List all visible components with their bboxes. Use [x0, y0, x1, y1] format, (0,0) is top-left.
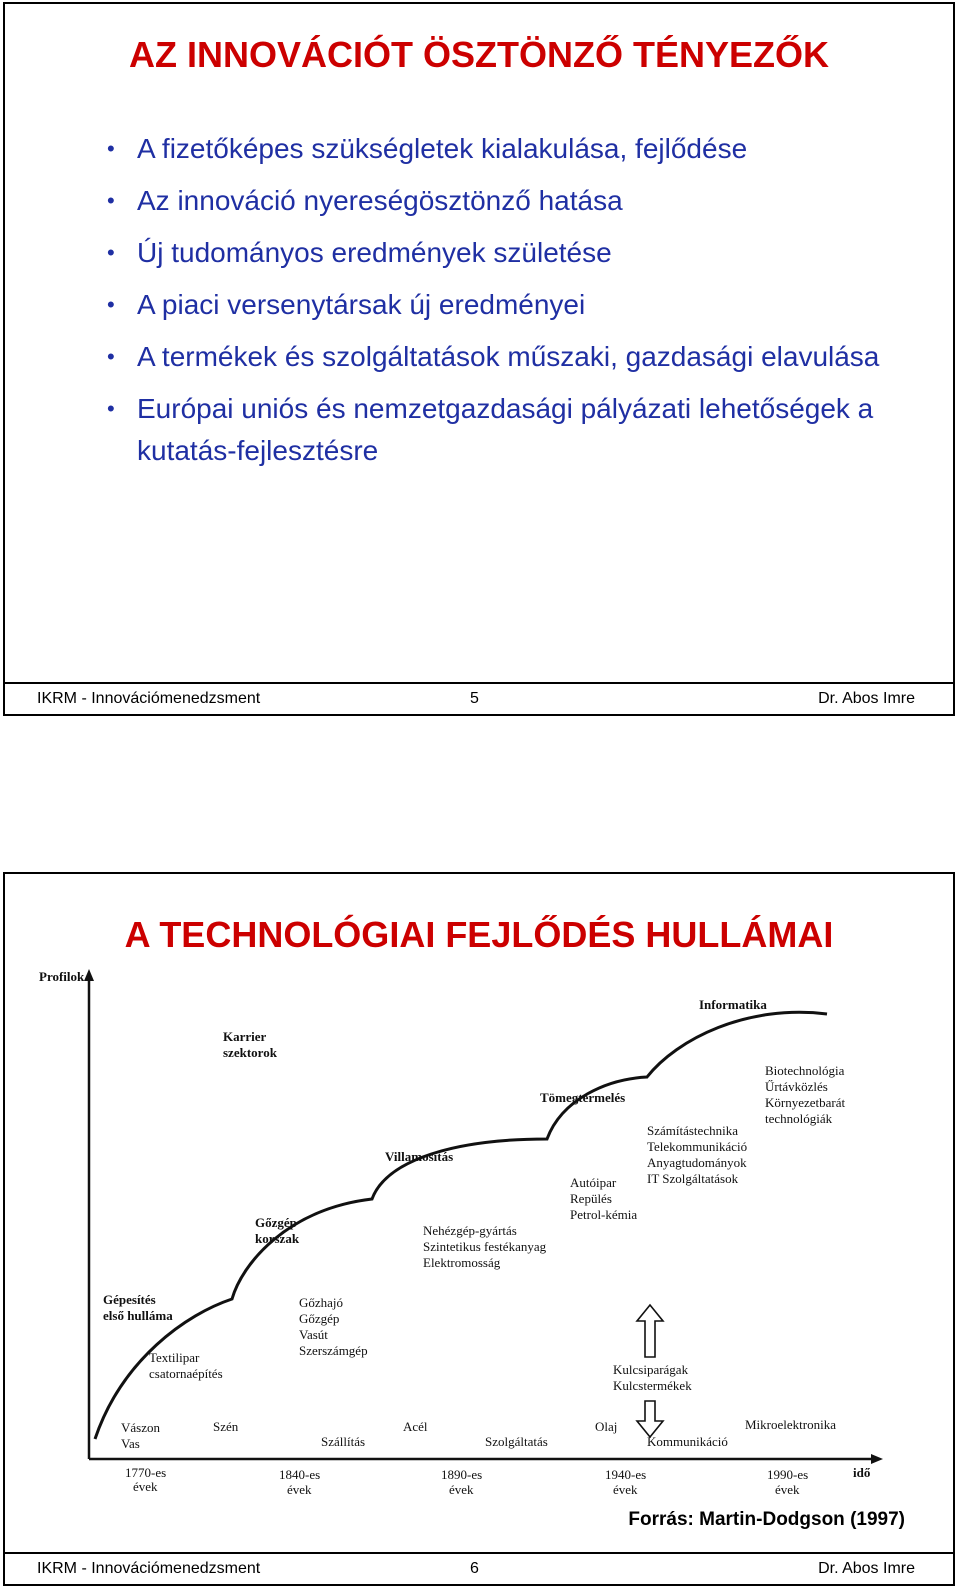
time-label-1990-l2: évek	[775, 1482, 800, 1497]
source-citation: Forrás: Martin-Dodgson (1997)	[628, 1509, 905, 1530]
time-label-1770-l2: évek	[133, 1479, 158, 1494]
wave-tomegtermeles: Tömegtermelés	[540, 1090, 626, 1105]
footer-author: Dr. Abos Imre	[818, 690, 915, 707]
group-szamitas-l4: IT Szolgáltatások	[647, 1171, 739, 1186]
bullet-text: Európai uniós és nemzetgazdasági pályázati lehetőségek a kutatás-fejlesztésre	[137, 393, 874, 466]
bullet-text: A piaci versenytársak új eredményei	[137, 289, 586, 320]
bullet-text: A termékek és szolgáltatások műszaki, gazdasági elavulása	[137, 341, 880, 372]
group-nehezgep-l2: Szintetikus festékanyag	[423, 1239, 547, 1254]
group-gozhajo-l3: Vasút	[299, 1327, 328, 1342]
slide-title: AZ INNOVÁCIÓT ÖSZTÖNZŐ TÉNYEZŐK	[129, 34, 829, 75]
group-biotech-l1: Biotechnológia	[765, 1063, 845, 1078]
bullet-dot: •	[107, 292, 115, 317]
time-label-1890-l1: 1890-es	[441, 1467, 483, 1482]
time-label-1940-l1: 1940-es	[605, 1467, 647, 1482]
label-szolgaltatas: Szolgáltatás	[485, 1434, 548, 1449]
bullet-dot: •	[107, 344, 115, 369]
technology-waves-diagram	[27, 969, 907, 1514]
bullet-item	[107, 388, 887, 472]
label-kommunikacio: Kommunikáció	[647, 1434, 728, 1449]
group-gozhajo-l4: Szerszámgép	[299, 1343, 368, 1358]
wave-gozgep-l1: Gőzgép	[255, 1215, 297, 1230]
time-label-1840-l1: 1840-es	[279, 1467, 321, 1482]
bullet-item	[107, 128, 887, 170]
slide-innovation-drivers	[3, 2, 955, 716]
bullet-text: Új tudományos eredmények születése	[137, 237, 612, 268]
carrier-label-line1: Karrier	[223, 1029, 267, 1044]
bullet-dot: •	[107, 188, 115, 213]
bullet-item	[107, 336, 887, 378]
group-textil-l1: Textilipar	[149, 1350, 200, 1365]
group-textil-l2: csatornaépítés	[149, 1366, 223, 1381]
footer-course: IKRM - Innovációmenedzsment	[37, 690, 261, 707]
down-arrow-icon	[637, 1401, 663, 1437]
x-axis-arrow-icon	[871, 1454, 883, 1464]
label-vaszon: Vászon	[121, 1420, 160, 1435]
group-nehezgep-l1: Nehézgép-gyártás	[423, 1223, 517, 1238]
group-szamitas-l2: Telekommunikáció	[647, 1139, 748, 1154]
wave-villamositas: Villamosítás	[385, 1149, 454, 1164]
footer-course: IKRM - Innovációmenedzsment	[37, 1560, 261, 1577]
y-axis-label: Profilok	[39, 969, 85, 984]
time-label-1770-l1: 1770-es	[125, 1465, 167, 1480]
label-acel: Acél	[403, 1419, 428, 1434]
bullet-text: A fizetőképes szükségletek kialakulása, fejlődése	[137, 133, 748, 164]
slide-footer	[5, 1552, 953, 1584]
group-nehezgep-l3: Elektromosság	[423, 1255, 501, 1270]
group-gozhajo-l2: Gőzgép	[299, 1311, 340, 1326]
label-szen: Szén	[213, 1419, 239, 1434]
label-vas: Vas	[121, 1436, 140, 1451]
wave-gepesites-l1: Gépesítés	[103, 1292, 156, 1307]
slide-technology-waves	[3, 872, 955, 1586]
group-biotech-l2: Űrtávközlés	[765, 1079, 828, 1094]
time-label-1990-l1: 1990-es	[767, 1467, 809, 1482]
bullet-item	[107, 284, 887, 326]
group-biotech-l4: technológiák	[765, 1111, 833, 1126]
carrier-label-line2: szektorok	[223, 1045, 277, 1060]
group-autoipar-l3: Petrol-kémia	[570, 1207, 638, 1222]
bullet-dot: •	[107, 240, 115, 265]
group-autoipar-l2: Repülés	[570, 1191, 612, 1206]
group-biotech-l3: Környezetbarát	[765, 1095, 846, 1110]
wave-gepesites-l2: első hulláma	[103, 1308, 173, 1323]
x-axis-label: idő	[853, 1465, 871, 1480]
label-mikroelektronika: Mikroelektronika	[745, 1417, 836, 1432]
bullet-item	[107, 180, 887, 222]
up-arrow-icon	[637, 1305, 663, 1357]
time-label-1840-l2: évek	[287, 1482, 312, 1497]
bullet-text: Az innováció nyereségösztönző hatása	[137, 185, 623, 216]
footer-author: Dr. Abos Imre	[818, 1560, 915, 1577]
time-label-1890-l2: évek	[449, 1482, 474, 1497]
group-gozhajo-l1: Gőzhajó	[299, 1295, 344, 1310]
group-autoipar-l1: Autóipar	[570, 1175, 617, 1190]
footer-page-number: 5	[470, 690, 479, 707]
footer-page-number: 6	[470, 1560, 479, 1577]
group-kulcs-l1: Kulcsiparágak	[613, 1362, 689, 1377]
group-szamitas-l1: Számítástechnika	[647, 1123, 738, 1138]
group-szamitas-l3: Anyagtudományok	[647, 1155, 747, 1170]
y-axis-arrow-icon	[84, 969, 94, 981]
label-szallitas: Szállítás	[321, 1434, 366, 1449]
bullet-dot: •	[107, 396, 115, 421]
label-olaj: Olaj	[595, 1419, 618, 1434]
group-kulcs-l2: Kulcstermékek	[613, 1378, 692, 1393]
bullet-dot: •	[107, 136, 115, 161]
bullet-item	[107, 232, 887, 274]
bullet-list	[107, 128, 887, 482]
slide-footer	[5, 682, 953, 714]
wave-informatika: Informatika	[699, 997, 767, 1012]
time-label-1940-l2: évek	[613, 1482, 638, 1497]
wave-gozgep-l2: korszak	[255, 1231, 300, 1246]
slide-title: A TECHNOLÓGIAI FEJLŐDÉS HULLÁMAI	[124, 914, 834, 955]
